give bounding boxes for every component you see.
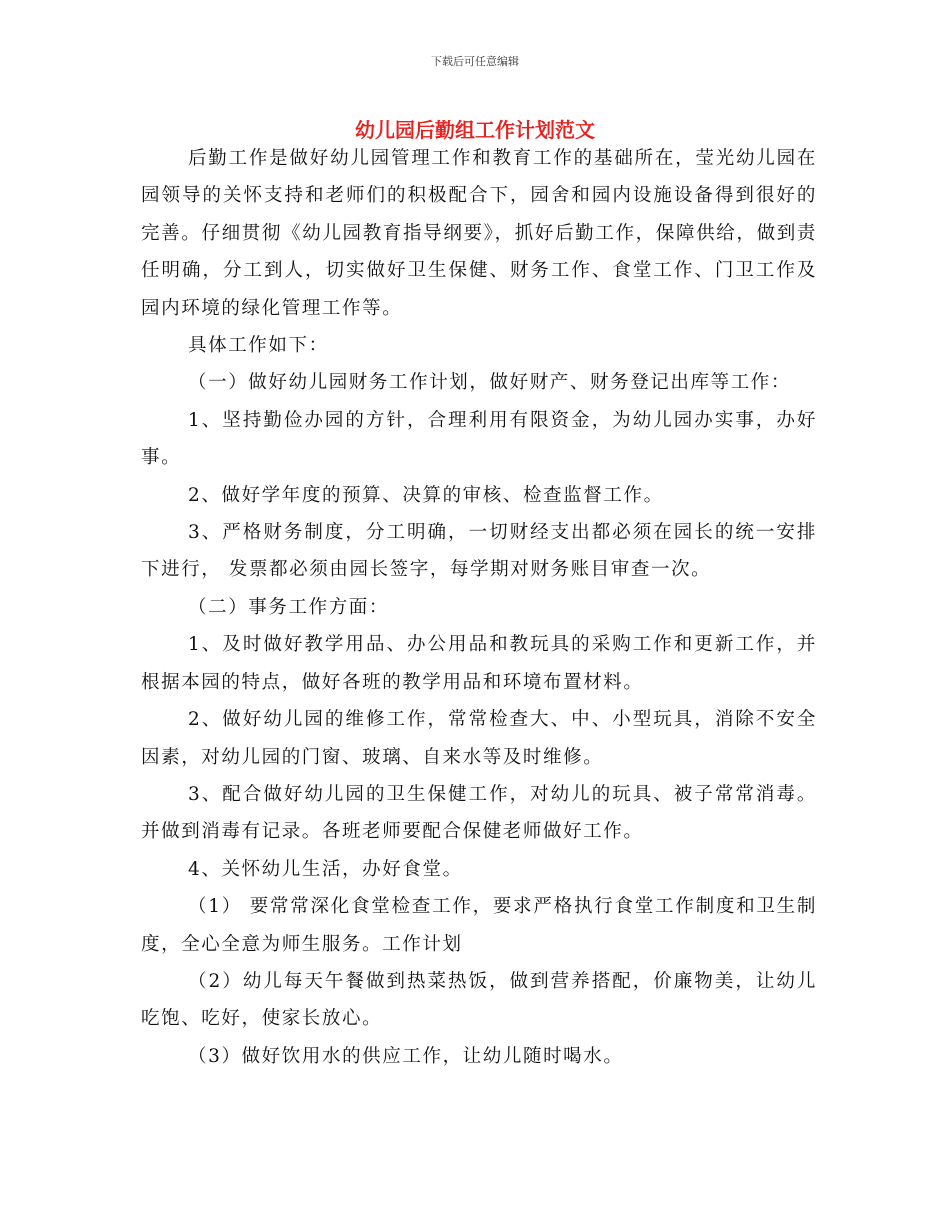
sub-item-canteen-2: （2）幼儿每天午餐做到热菜热饭，做到营养搭配，价廉物美，让幼儿吃饱、吃好，使家长放心。: [141, 970, 817, 1030]
list-item-affairs-3: 3、配合做好幼儿园的卫生保健工作，对幼儿的玩具、被子常常消毒。并做到消毒有记录。各班老师要配合保健老师做好工作。: [141, 783, 817, 843]
list-item-affairs-4: 4、关怀幼儿生活，办好食堂。: [188, 858, 463, 880]
list-item-affairs-1: 1、及时做好教学用品、办公用品和教玩具的采购工作和更新工作，并根据本园的特点，做好各班的教学用品和环境布置材料。: [141, 634, 817, 693]
list-item-finance-3: 3、严格财务制度，分工明确，一切财经支出都必须在园长的统一安排下进行， 发票都必须由园长签字，每学期对财务账目审查一次。: [141, 522, 817, 581]
document-body: [141, 140, 817, 1075]
page-header-note: 下载后可任意编辑: [431, 55, 519, 68]
list-item-affairs-2: 2、做好幼儿园的维修工作，常常检查大、中、小型玩具，消除不安全因素，对幼儿园的门窗、玻璃、自来水等及时维修。: [141, 709, 817, 768]
document-title: 幼儿园后勤组工作计划范文: [355, 118, 595, 142]
paragraph-overview: 具体工作如下：: [188, 335, 329, 357]
sub-item-canteen-3: （3）做好饮用水的供应工作，让幼儿随时喝水。: [188, 1045, 624, 1067]
section-heading-affairs: （二）事务工作方面：: [188, 596, 390, 618]
paragraph-intro: 后勤工作是做好幼儿园管理工作和教育工作的基础所在，莹光幼儿园在园领导的关怀支持和老师们的积极配合下，园舍和园内设施设备得到很好的完善。仔细贯彻《幼儿园教育指导纲要》，抓好后勤工作，保障供给，做到责任明确，分工到人，切实做好卫生保健、财务工作、食堂工作、门卫工作及园内环境的绿化管理工作等。: [141, 148, 817, 319]
section-heading-finance: （一）做好幼儿园财务工作计划，做好财产、财务登记出库等工作：: [188, 372, 792, 394]
list-item-finance-1: 1、坚持勤俭办园的方针，合理利用有限资金，为幼儿园办实事，办好事。: [141, 409, 817, 469]
sub-item-canteen-1: （1） 要常常深化食堂检查工作，要求严格执行食堂工作制度和卫生制度，全心全意为师生服务。工作计划: [141, 896, 817, 955]
list-item-finance-2: 2、做好学年度的预算、决算的审核、检查监督工作。: [188, 484, 664, 506]
